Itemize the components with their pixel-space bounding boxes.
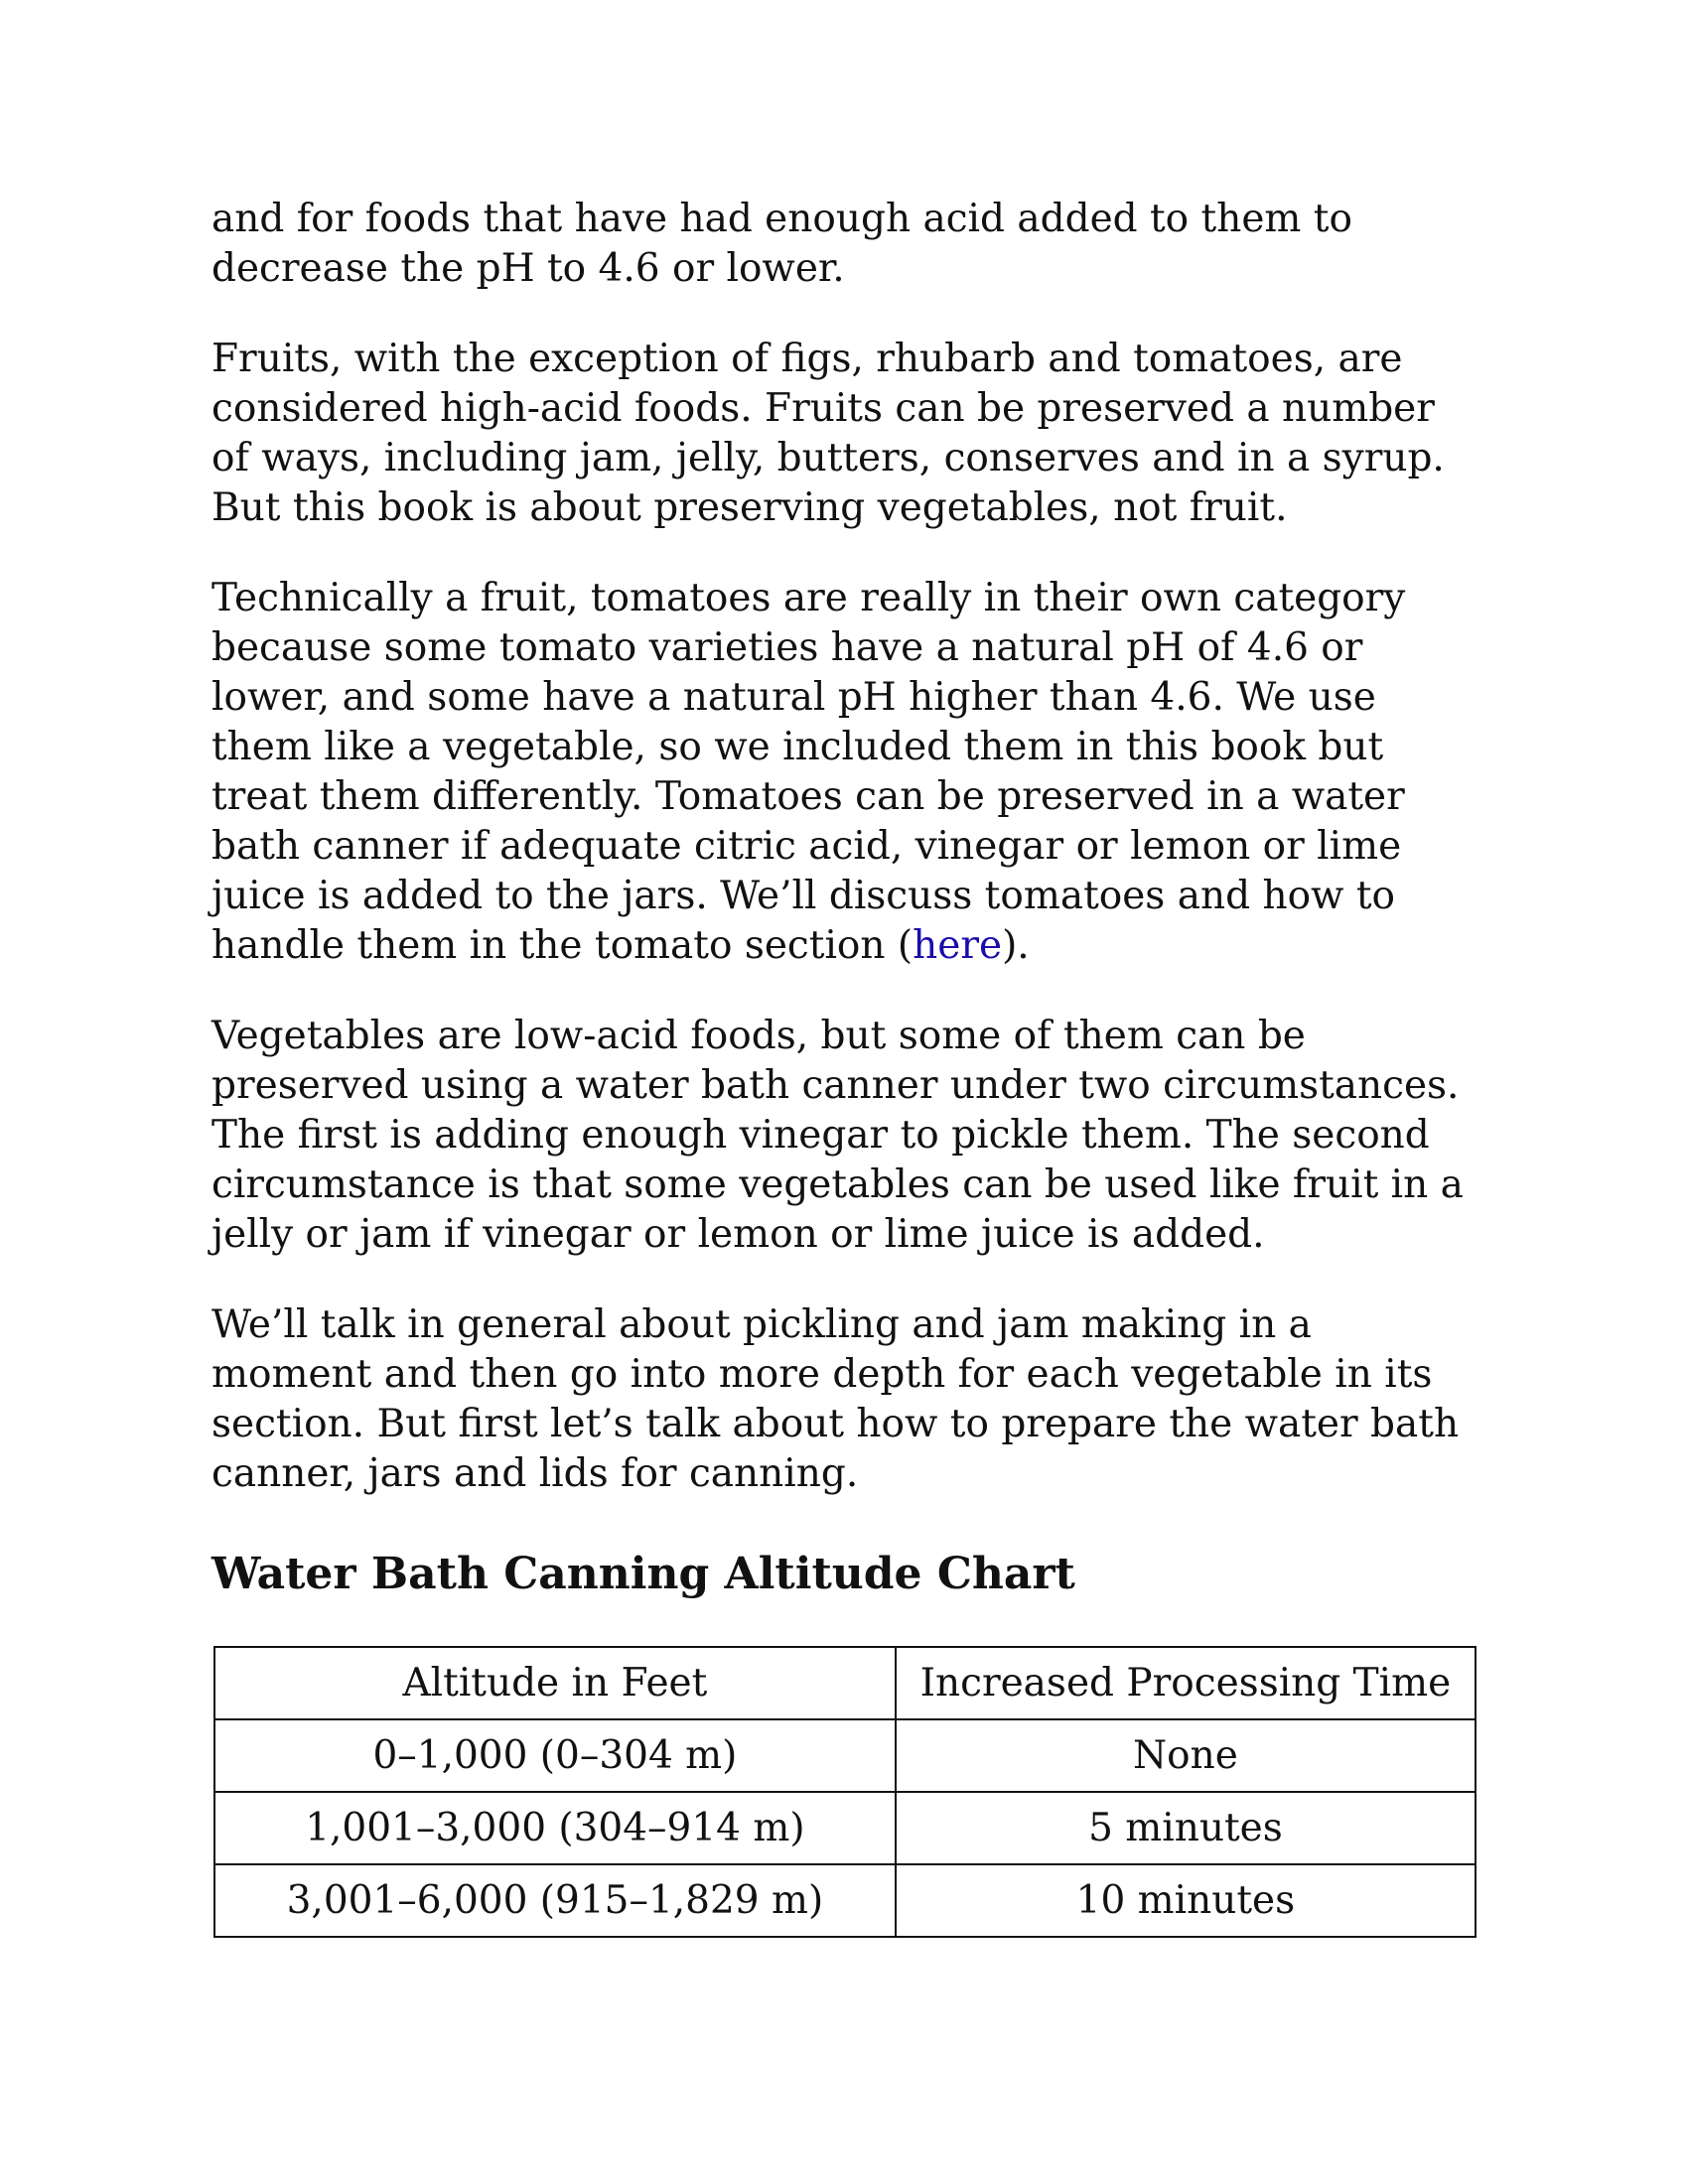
- table-cell-time: None: [896, 1719, 1476, 1792]
- table-header-altitude: Altitude in Feet: [214, 1647, 896, 1719]
- paragraph-ph-acid: and for foods that have had enough acid added to them to decrease the pH to 4.6 or lower.: [211, 197, 1352, 291]
- paragraph-fruits: Fruits, with the exception of figs, rhubarb and tomatoes, are considered high-acid foods. Fruits can be preserved a number of ways, including jam, jelly, butters, conserves and in a syrup. But this book is about preserving vegetables, not fruit.: [211, 337, 1445, 530]
- altitude-table: [213, 1646, 1477, 1938]
- table-cell-altitude: 0–1,000 (0–304 m): [214, 1719, 896, 1792]
- table-cell-altitude: 1,001–3,000 (304–914 m): [214, 1792, 896, 1864]
- tomato-section-link[interactable]: here: [913, 923, 1003, 968]
- paragraph-next-steps: We’ll talk in general about pickling and jam making in a moment and then go into more depth for each vegetable in its section. But first let’s talk about how to prepare the water bath canner, jars and lids for canning.: [211, 1302, 1460, 1496]
- table-row: [214, 1719, 1476, 1792]
- paragraph-tomatoes-text: Technically a fruit, tomatoes are really in their own category because some tomato varieties have a natural pH of 4.6 or lower, and some have a natural pH higher than 4.6. We use them like a vegetable, so we included them in this book but treat them differently. Tomatoes can be preserved in a water bath canner if adequate citric acid, vinegar or lemon or lime juice is added to the jars. We’ll discuss tomatoes and how to handle them in the tomato section (: [211, 576, 1406, 968]
- page-content: [211, 195, 1482, 1938]
- table-cell-time: 10 minutes: [896, 1864, 1476, 1937]
- table-row: [214, 1792, 1476, 1864]
- section-heading: Water Bath Canning Altitude Chart: [211, 1549, 1075, 1599]
- table-header-processing-time: Increased Processing Time: [896, 1647, 1476, 1719]
- table-cell-altitude: 3,001–6,000 (915–1,829 m): [214, 1864, 896, 1937]
- table-cell-time: 5 minutes: [896, 1792, 1476, 1864]
- paragraph-vegetables: Vegetables are low-acid foods, but some of them can be preserved using a water bath canner under two circumstances. The first is adding enough vinegar to pickle them. The second circumstance is that some vegetables can be used like fruit in a jelly or jam if vinegar or lemon or lime juice is added.: [211, 1014, 1464, 1257]
- table-header-row: [214, 1647, 1476, 1719]
- paragraph-tomatoes-end: ).: [1002, 923, 1030, 968]
- paragraph-tomatoes: [211, 574, 1482, 971]
- table-row: [214, 1864, 1476, 1937]
